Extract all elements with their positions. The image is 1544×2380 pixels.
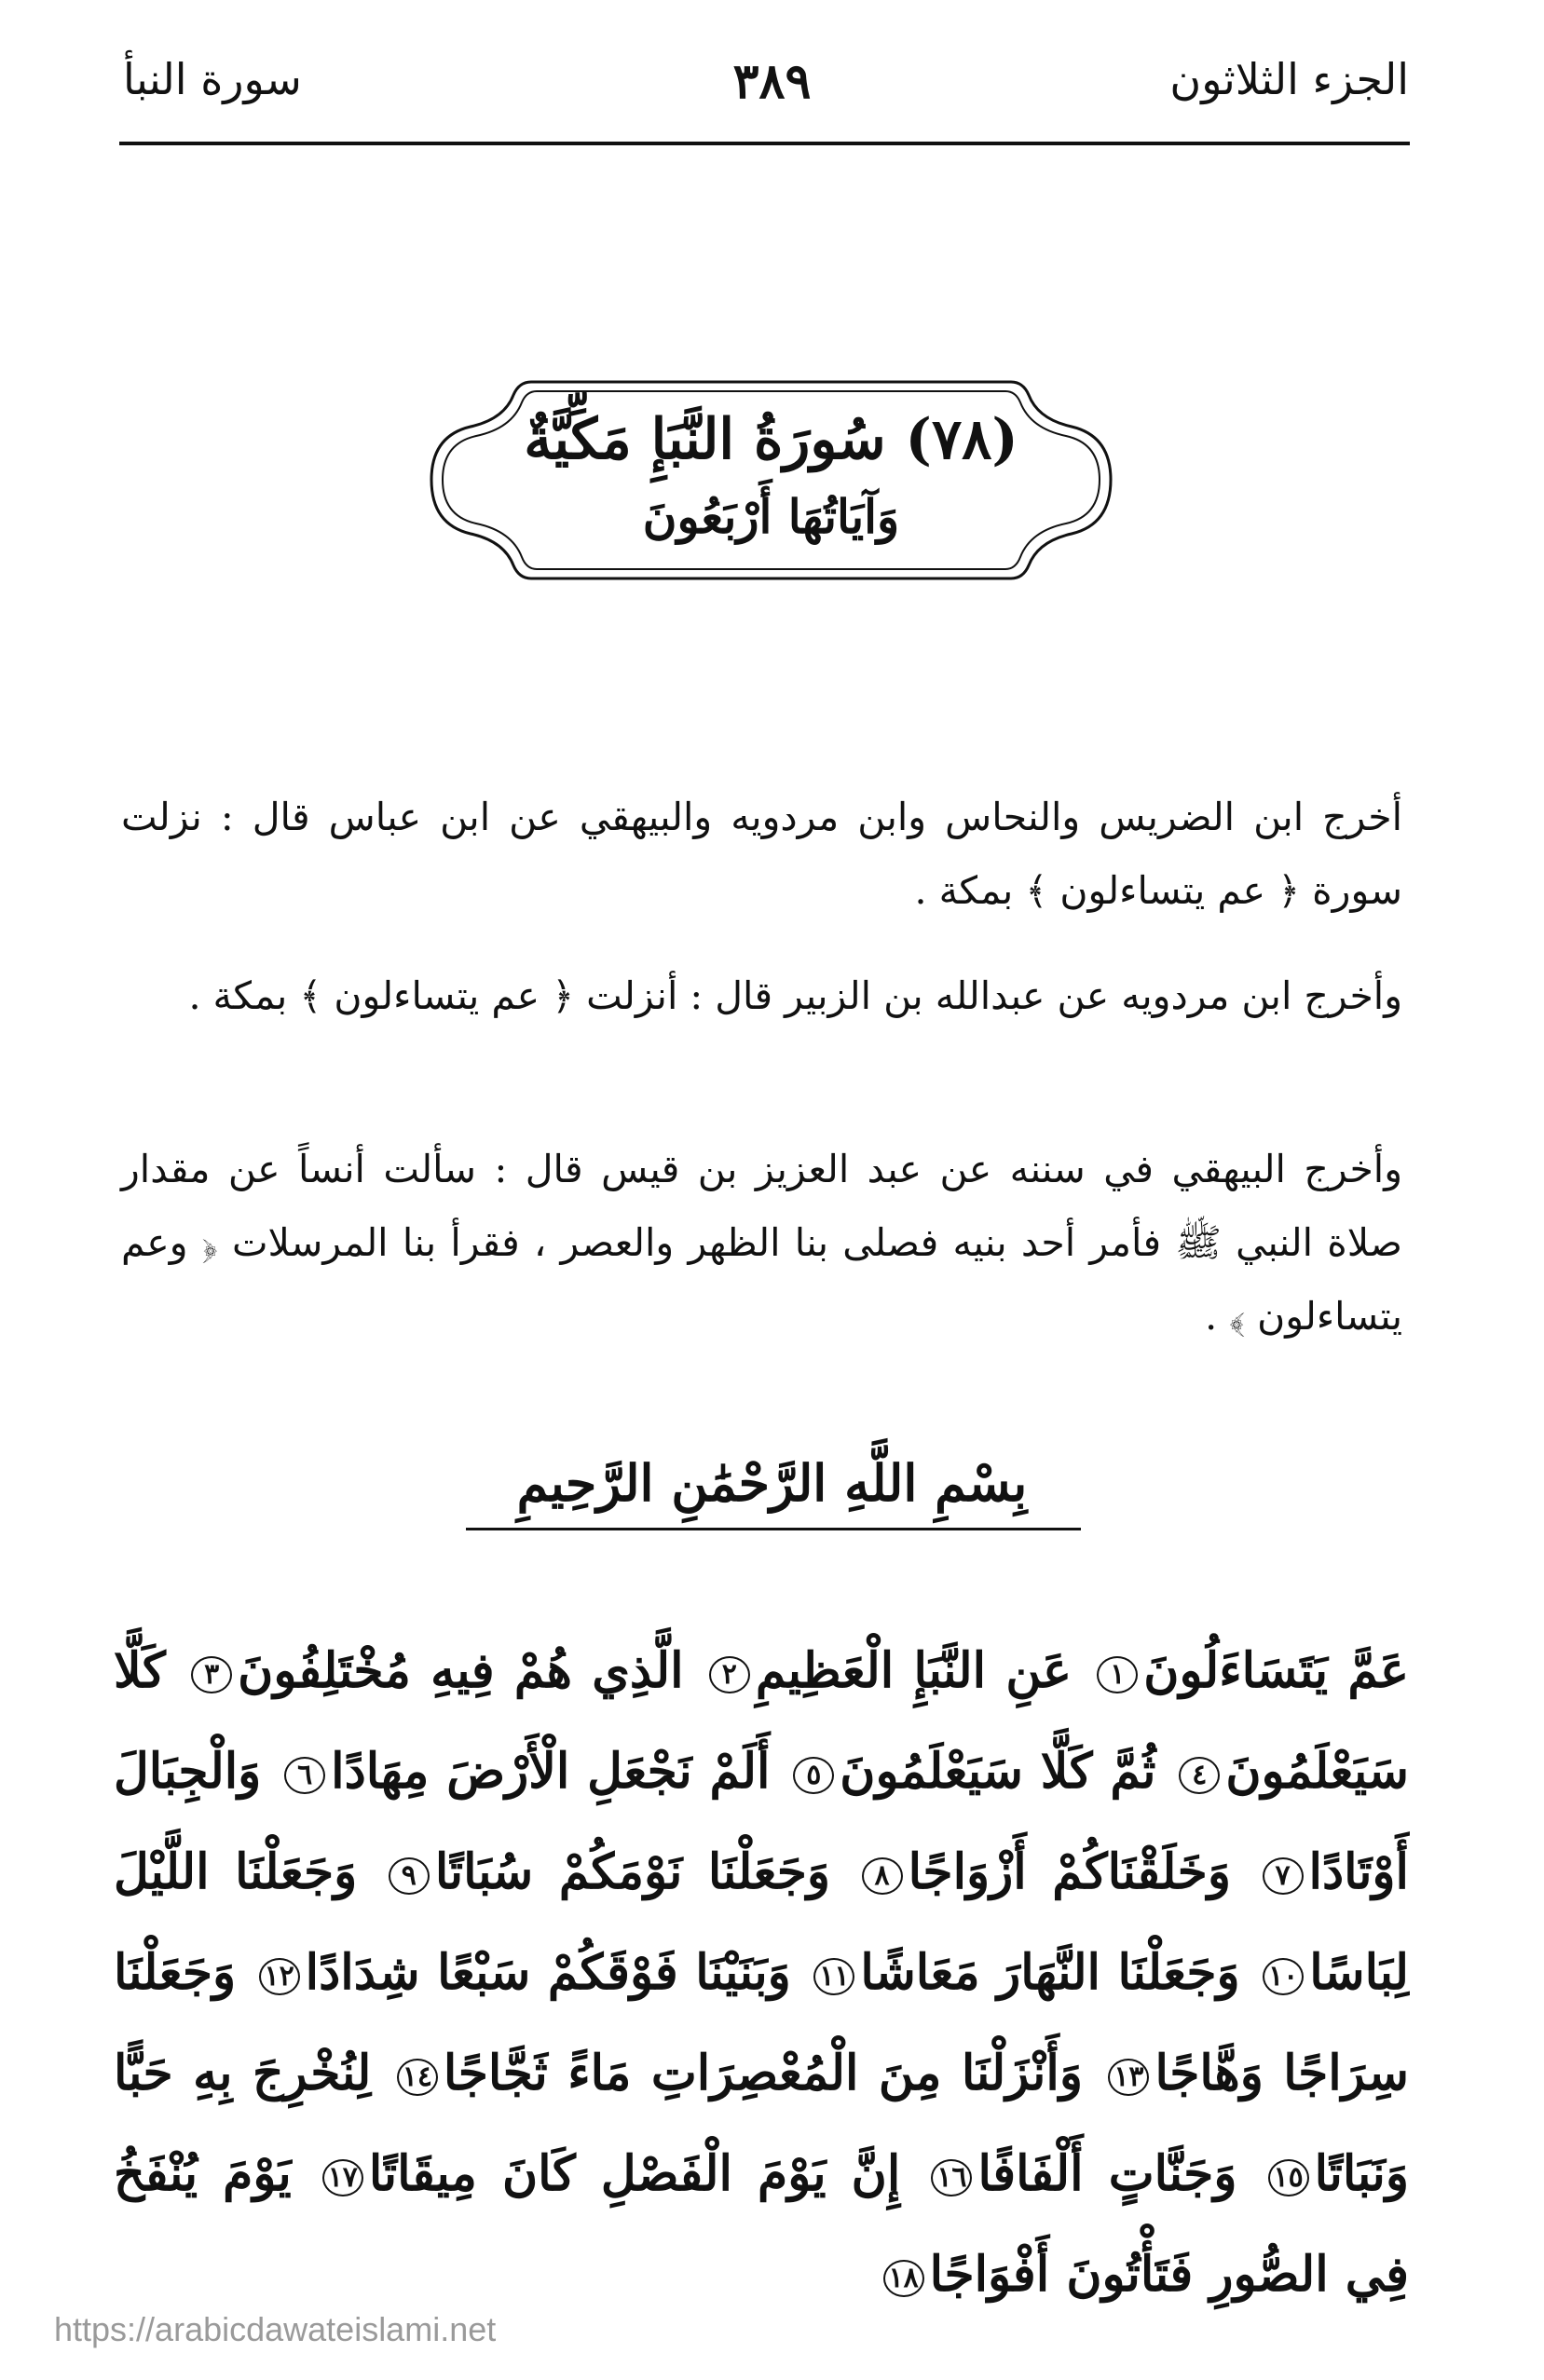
verse (253, 1944, 791, 2001)
verse (808, 1944, 1239, 2001)
verse-number-marker: ١٣ (1108, 2059, 1149, 2096)
verse-text: وَجَعَلْنَا سِرَاجًا وَهَّاجًا (114, 1944, 1409, 2101)
verse (279, 1743, 770, 1800)
verse-number-marker: ١ (1097, 1656, 1138, 1693)
site-watermark: https://arabicdawateislami.net (54, 2310, 497, 2348)
verse-text: كَلَّا سَيَعْلَمُونَ (114, 1642, 1409, 1800)
verse (856, 1843, 1231, 1900)
verse-number-marker: ٨ (862, 1857, 903, 1895)
surah-running-title: سورة النبأ (123, 54, 302, 104)
verse-text: وَبَنَيْنَا فَوْقَكُمْ سَبْعًا شِدَادًا (305, 1944, 791, 2001)
basmala: بِسْمِ اللَّهِ الرَّحْمَٰنِ الرَّحِيمِ (516, 1453, 1028, 1513)
verse-number-marker: ١٠ (1263, 1958, 1304, 1995)
verse-count: وَآيَاتُهَا أَرْبَعُونَ (642, 489, 900, 544)
verse (317, 2145, 901, 2202)
verse-number-marker: ١٧ (322, 2159, 363, 2196)
title-cartouche-frame (419, 371, 1123, 590)
verse-number-marker: ١٨ (883, 2260, 924, 2297)
surah-title: (٧٨) سُورَةُ النَّبَإِ مَكِّيَّةٌ (524, 407, 1018, 472)
verse (383, 1843, 830, 1900)
verse-number-marker: ١٤ (397, 2059, 438, 2096)
quran-verses (114, 1621, 1409, 2325)
verse-number-marker: ١١ (813, 1958, 854, 1995)
verse-number-marker: ٩ (389, 1857, 430, 1895)
verse-text: وَأَنْزَلْنَا مِنَ الْمُعْصِرَاتِ مَاءً ثَجَّاجًا (443, 2045, 1083, 2101)
verse-number-marker: ١٦ (931, 2159, 972, 2196)
verse (1091, 1642, 1409, 1699)
verse-text: وَجَعَلْنَا نَوْمَكُمْ سُبَاتًا (434, 1843, 830, 1900)
basmala-underline (466, 1528, 1081, 1530)
header-rule (119, 142, 1410, 145)
narration-paragraph: أخرج ابن الضريس والنحاس وابن مردويه والبيهقي عن ابن عباس قال : نزلت سورة ﴿ عم يتساءلون ﴾ بمكة . (121, 795, 1402, 913)
narration-paragraph: وأخرج البيهقي في سننه عن عبد العزيز بن قيس قال : سألت أنساً عن مقدار صلاة النبي ﷺ فأمر أحد بنيه فصلى بنا الظهر والعصر ، فقرأ بنا المرسلات ﴿ وعم يتساءلون ﴾ . (121, 1147, 1402, 1339)
verse-number-marker: ٣ (191, 1656, 232, 1693)
verse (704, 1642, 1072, 1699)
verse-text: وَجَعَلْنَا النَّهَارَ مَعَاشًا (860, 1944, 1240, 2001)
verse-text: الَّذِي هُمْ فِيهِ مُخْتَلِفُونَ (238, 1642, 684, 1699)
verse-text: يَوْمَ يُنْفَخُ فِي الصُّورِ فَتَأْتُونَ أَفْوَاجًا (114, 2145, 1409, 2303)
narration-paragraph: وأخرج ابن مردويه عن عبدالله بن الزبير قال : أنزلت ﴿ عم يتساءلون ﴾ بمكة . (188, 973, 1402, 1018)
verse (391, 2045, 1083, 2101)
verse (185, 1642, 683, 1699)
juz-label: الجزء الثلاثون (1169, 54, 1409, 104)
verse-number-marker: ٦ (284, 1757, 325, 1794)
verse-text: أَلَمْ نَجْعَلِ الْأَرْضَ مِهَادًا (331, 1743, 771, 1800)
page-number: ٣٨٩ (732, 53, 812, 110)
verse-text: لِنُخْرِجَ بِهِ حَبًّا وَنَبَاتًا (114, 2045, 1410, 2202)
verse-text: عَنِ النَّبَإِ الْعَظِيمِ (755, 1642, 1072, 1699)
verse-text: إِنَّ يَوْمَ الْفَصْلِ كَانَ مِيقَاتًا (368, 2145, 901, 2202)
verse-text: وَجَعَلْنَا اللَّيْلَ لِبَاسًا (114, 1843, 1409, 2001)
verse-number-marker: ٥ (793, 1757, 834, 1794)
verse (787, 1743, 1155, 1800)
verse-text: ثُمَّ كَلَّا سَيَعْلَمُونَ (840, 1743, 1156, 1800)
verse (925, 2145, 1237, 2202)
verse-number-marker: ١٥ (1268, 2159, 1309, 2196)
verse-number-marker: ٤ (1179, 1757, 1220, 1794)
verse-text: وَالْجِبَالَ أَوْتَادًا (114, 1743, 1409, 1900)
verse-number-marker: ٧ (1263, 1857, 1304, 1895)
verse-text: وَخَلَقْنَاكُمْ أَزْوَاجًا (908, 1843, 1231, 1900)
verse-number-marker: ٢ (709, 1656, 750, 1693)
verse-text: عَمَّ يَتَسَاءَلُونَ (1143, 1642, 1409, 1699)
verse-text: وَجَنَّاتٍ أَلْفَافًا (977, 2145, 1237, 2202)
verse-number-marker: ١٢ (259, 1958, 300, 1995)
